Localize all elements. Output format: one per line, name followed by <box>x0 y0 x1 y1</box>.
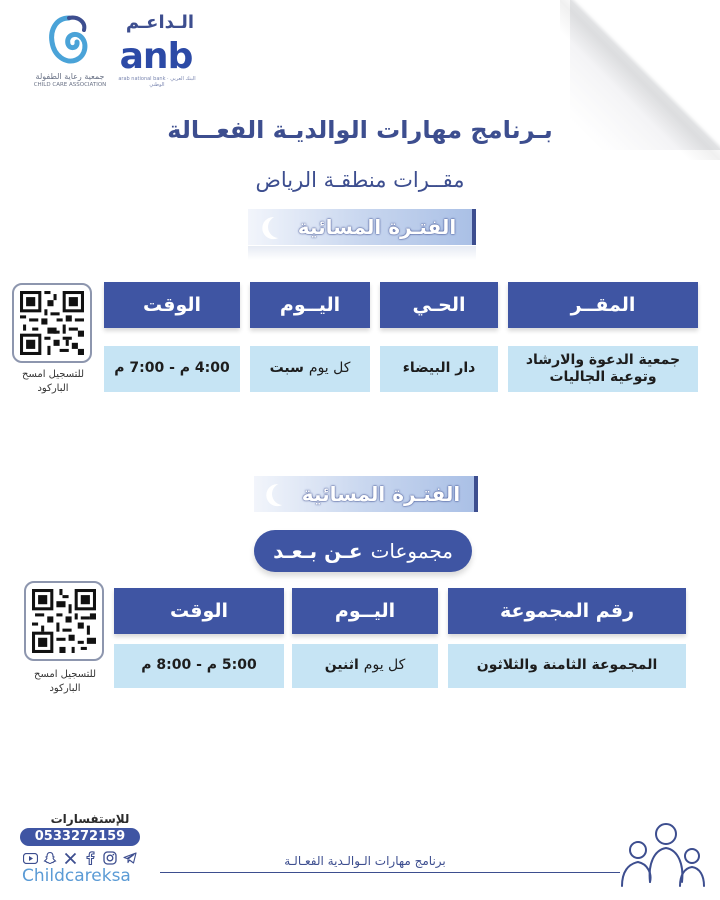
header-time-2: الوقت <box>114 588 284 634</box>
social-icons <box>22 850 138 866</box>
evening-period-banner <box>248 209 476 245</box>
header-day: اليــوم <box>250 282 370 328</box>
cell-group: المجموعة الثامنة والثلاثون <box>448 644 686 688</box>
anb-logo-subtitle: arab national bank · البنك العربي الوطني <box>118 76 196 88</box>
page-title: بـرنامج مهارات الوالديـة الفعــالة <box>167 116 553 144</box>
banner-label-2: الفتـرة المسائية <box>301 482 461 506</box>
pill-strong-text: عـن بـعـد <box>273 539 363 563</box>
remote-groups-pill <box>254 530 472 572</box>
header-district: الحـي <box>380 282 498 328</box>
header-group-number: رقم المجموعة <box>448 588 686 634</box>
telegram-icon[interactable] <box>122 850 138 866</box>
registration-qr-code-2[interactable] <box>24 581 104 661</box>
association-name-en: CHILD CARE ASSOCIATION <box>33 82 107 88</box>
cell-location: جمعية الدعوة والارشاد وتوعية الجاليات <box>508 346 698 392</box>
cell-day-value-2: اثنين <box>324 657 359 674</box>
footer-divider <box>160 872 620 873</box>
instagram-icon[interactable] <box>102 850 118 866</box>
header-location: المقــر <box>508 282 698 328</box>
family-illustration-icon <box>600 820 710 890</box>
youtube-icon[interactable] <box>22 850 38 866</box>
banner-reflection <box>248 246 476 260</box>
snapchat-icon[interactable] <box>42 850 58 866</box>
cell-day-value: سبت <box>269 360 304 377</box>
moon-icon <box>269 480 297 508</box>
facebook-icon[interactable] <box>82 850 98 866</box>
header-time: الوقت <box>104 282 240 328</box>
cell-day-prefix-2: كل يوم <box>363 657 406 674</box>
social-handle[interactable]: Childcareksa <box>22 866 131 886</box>
pill-light-text: مجموعات <box>370 539 453 563</box>
phone-number[interactable]: 0533272159 <box>20 828 140 846</box>
inquiries-label: للإستفسارات <box>50 812 130 826</box>
registration-qr-code[interactable] <box>12 283 92 363</box>
qr-instruction: للتسجيل امسح الباركود <box>21 369 85 394</box>
association-name-ar: جمعية رعاية الطفولة <box>35 72 105 81</box>
cell-district: دار البيضاء <box>380 346 498 392</box>
qr-code-icon <box>20 291 84 355</box>
cell-time-2: 5:00 م - 8:00 م <box>114 644 284 688</box>
footer-program-text: برنامج مهارات الـوالـدية الفعـالـة <box>200 854 530 868</box>
page-subtitle: مقــرات منطقـة الرياض <box>255 168 465 192</box>
qr-code-icon <box>32 589 96 653</box>
anb-logo: anb <box>119 36 193 77</box>
cell-day-2 <box>292 644 438 688</box>
child-care-logo-icon <box>44 12 94 70</box>
moon-icon <box>265 213 293 241</box>
evening-period-banner-2 <box>254 476 478 512</box>
banner-label: الفتـرة المسائية <box>297 215 457 239</box>
cell-day <box>250 346 370 392</box>
qr-instruction-2: للتسجيل امسح الباركود <box>33 669 97 694</box>
cell-day-prefix: كل يوم <box>308 360 351 377</box>
sponsor-label: الـداعـم <box>125 12 195 33</box>
cell-time: 4:00 م - 7:00 م <box>104 346 240 392</box>
x-icon[interactable] <box>62 850 78 866</box>
header-day-2: اليــوم <box>292 588 438 634</box>
